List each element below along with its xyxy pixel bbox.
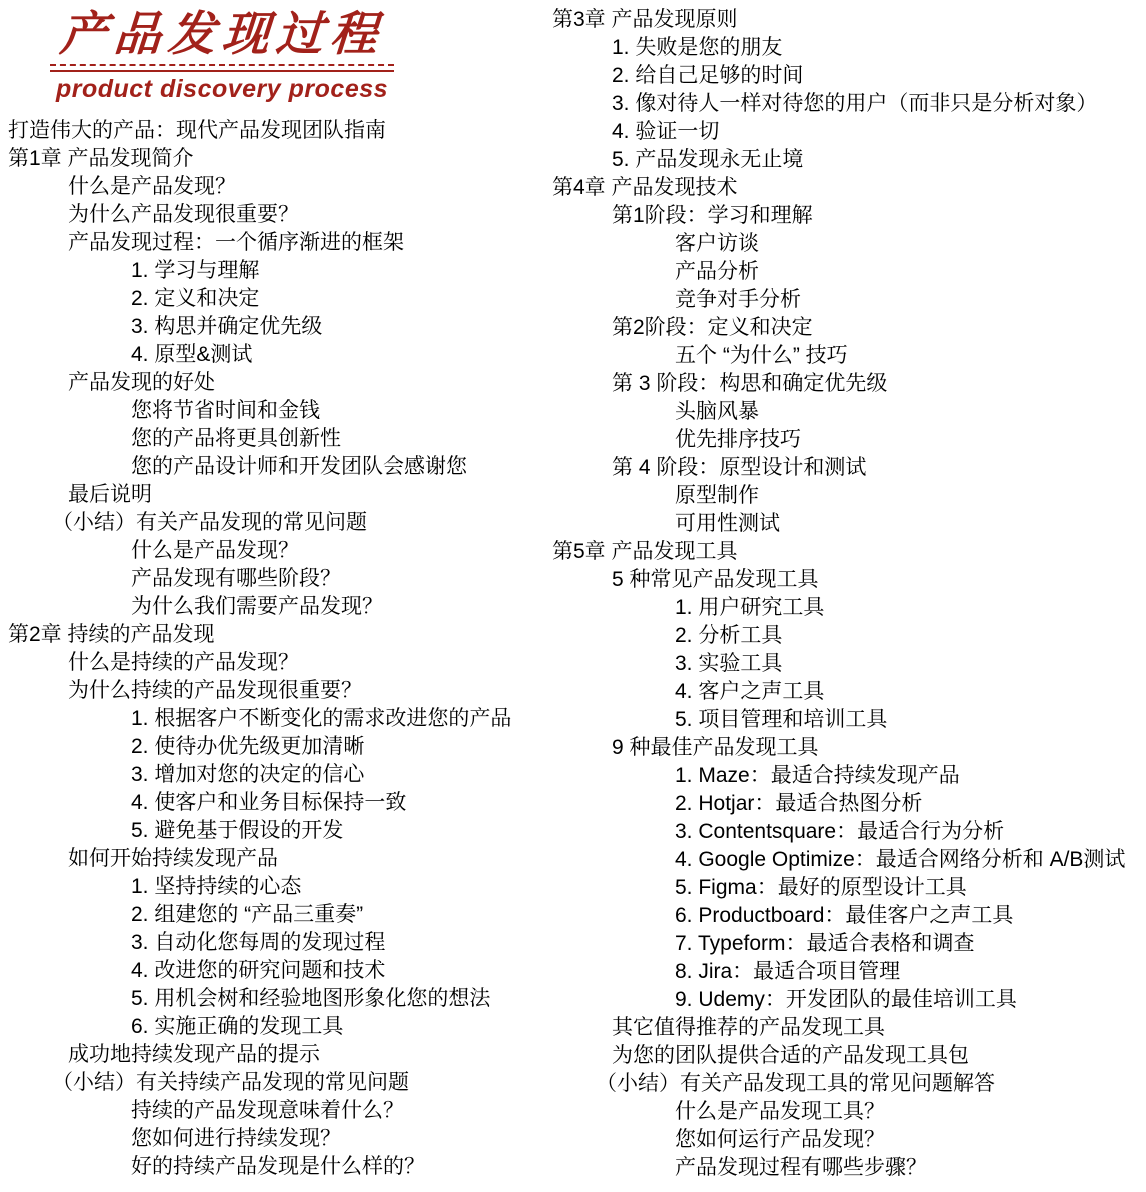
toc-line-left-1: 打造伟大的产品：现代产品发现团队指南 <box>8 119 386 142</box>
toc-line-right-9: 客户访谈 <box>675 232 759 255</box>
toc-line-left-18: 为什么我们需要产品发现？ <box>131 595 383 618</box>
toc-line-left-37: 您如何进行持续发现？ <box>131 1127 341 1150</box>
toc-line-right-2: 1. 失败是您的朋友 <box>612 36 783 59</box>
toc-line-left-20: 什么是持续的产品发现？ <box>68 651 299 674</box>
toc-line-left-31: 4. 改进您的研究问题和技术 <box>131 959 386 982</box>
title-underline <box>50 64 394 72</box>
toc-line-right-23: 2. 分析工具 <box>675 624 783 647</box>
toc-line-right-16: 优先排序技巧 <box>675 428 801 451</box>
toc-line-left-22: 1. 根据客户不断变化的需求改进您的产品 <box>131 707 512 730</box>
page-title: 产品发现过程 <box>58 9 386 61</box>
toc-line-left-15: （小结）有关产品发现的常见问题 <box>52 511 367 534</box>
toc-line-left-33: 6. 实施正确的发现工具 <box>131 1015 344 1038</box>
toc-line-right-8: 第1阶段：学习和理解 <box>612 204 813 227</box>
toc-line-right-38: 为您的团队提供合适的产品发现工具包 <box>612 1044 969 1067</box>
toc-line-left-5: 产品发现过程：一个循序渐进的框架 <box>68 231 404 254</box>
toc-line-right-21: 5 种常见产品发现工具 <box>612 568 819 591</box>
toc-list-right <box>552 6 1144 1182</box>
toc-line-left-6: 1. 学习与理解 <box>131 259 260 282</box>
toc-line-right-28: 1. Maze：最适合持续发现产品 <box>675 764 960 787</box>
toc-line-left-29: 2. 组建您的 “产品三重奏” <box>131 903 364 926</box>
toc-line-left-21: 为什么持续的产品发现很重要？ <box>68 679 362 702</box>
page-subtitle: product discovery process <box>55 75 389 103</box>
toc-line-right-18: 原型制作 <box>675 484 759 507</box>
toc-list-left <box>8 117 548 1181</box>
toc-line-left-38: 好的持续产品发现是什么样的？ <box>131 1155 425 1178</box>
toc-line-right-41: 您如何运行产品发现？ <box>675 1128 885 1151</box>
toc-line-left-23: 2. 使待办优先级更加清晰 <box>131 735 365 758</box>
toc-line-right-13: 五个 “为什么” 技巧 <box>675 344 848 367</box>
toc-line-left-25: 4. 使客户和业务目标保持一致 <box>131 791 407 814</box>
toc-line-left-12: 您的产品将更具创新性 <box>131 427 341 450</box>
toc-line-left-35: （小结）有关持续产品发现的常见问题 <box>52 1071 409 1094</box>
toc-line-right-24: 3. 实验工具 <box>675 652 783 675</box>
toc-line-left-8: 3. 构思并确定优先级 <box>131 315 323 338</box>
toc-line-right-17: 第 4 阶段：原型设计和测试 <box>612 456 867 479</box>
toc-line-left-34: 成功地持续发现产品的提示 <box>68 1043 320 1066</box>
toc-line-right-30: 3. Contentsquare：最适合行为分析 <box>675 820 1005 843</box>
toc-line-right-37: 其它值得推荐的产品发现工具 <box>612 1016 885 1039</box>
toc-column-right <box>548 0 1144 1192</box>
toc-line-left-24: 3. 增加对您的决定的信心 <box>131 763 365 786</box>
toc-line-left-10: 产品发现的好处 <box>68 371 215 394</box>
toc-line-left-11: 您将节省时间和金钱 <box>131 399 320 422</box>
toc-line-right-7: 第4章 产品发现技术 <box>552 176 738 199</box>
toc-line-right-5: 4. 验证一切 <box>612 120 720 143</box>
toc-line-right-42: 产品发现过程有哪些步骤？ <box>675 1156 927 1179</box>
toc-line-right-26: 5. 项目管理和培训工具 <box>675 708 888 731</box>
toc-line-right-40: 什么是产品发现工具？ <box>675 1100 885 1123</box>
toc-line-right-25: 4. 客户之声工具 <box>675 680 825 703</box>
toc-line-left-19: 第2章 持续的产品发现 <box>8 623 215 646</box>
toc-line-right-34: 7. Typeform：最适合表格和调查 <box>675 932 975 955</box>
toc-line-left-3: 什么是产品发现？ <box>68 175 236 198</box>
toc-line-left-36: 持续的产品发现意味着什么？ <box>131 1099 404 1122</box>
toc-line-right-6: 5. 产品发现永无止境 <box>612 148 804 171</box>
toc-line-left-7: 2. 定义和决定 <box>131 287 260 310</box>
toc-line-right-33: 6. Productboard：最佳客户之声工具 <box>675 904 1014 927</box>
toc-column-left <box>0 0 548 1192</box>
toc-line-left-9: 4. 原型&测试 <box>131 343 253 366</box>
toc-line-right-12: 第2阶段：定义和决定 <box>612 316 813 339</box>
toc-line-left-30: 3. 自动化您每周的发现过程 <box>131 931 386 954</box>
toc-line-left-14: 最后说明 <box>68 483 152 506</box>
toc-line-right-35: 8. Jira：最适合项目管理 <box>675 960 901 983</box>
toc-line-right-15: 头脑风暴 <box>675 400 759 423</box>
toc-line-right-1: 第3章 产品发现原则 <box>552 8 738 31</box>
toc-line-right-22: 1. 用户研究工具 <box>675 596 825 619</box>
toc-line-left-2: 第1章 产品发现简介 <box>8 147 194 170</box>
toc-line-right-39: （小结）有关产品发现工具的常见问题解答 <box>596 1072 995 1095</box>
toc-line-left-13: 您的产品设计师和开发团队会感谢您 <box>131 455 467 478</box>
toc-line-left-28: 1. 坚持持续的心态 <box>131 875 302 898</box>
toc-line-right-36: 9. Udemy：开发团队的最佳培训工具 <box>675 988 1017 1011</box>
toc-line-right-10: 产品分析 <box>675 260 759 283</box>
toc-line-right-27: 9 种最佳产品发现工具 <box>612 736 819 759</box>
toc-line-right-3: 2. 给自己足够的时间 <box>612 64 804 87</box>
toc-line-right-20: 第5章 产品发现工具 <box>552 540 738 563</box>
toc-line-left-4: 为什么产品发现很重要？ <box>68 203 299 226</box>
toc-line-left-17: 产品发现有哪些阶段？ <box>131 567 341 590</box>
toc-line-right-31: 4. Google Optimize：最适合网络分析和 A/B测试 <box>675 848 1126 871</box>
toc-line-right-11: 竞争对手分析 <box>675 288 801 311</box>
toc-line-left-26: 5. 避免基于假设的开发 <box>131 819 344 842</box>
toc-line-left-16: 什么是产品发现？ <box>131 539 299 562</box>
toc-line-left-32: 5. 用机会树和经验地图形象化您的想法 <box>131 987 491 1010</box>
toc-line-right-4: 3. 像对待人一样对待您的用户（而非只是分析对象） <box>612 92 1098 115</box>
toc-line-right-29: 2. Hotjar：最适合热图分析 <box>675 792 923 815</box>
toc-line-left-27: 如何开始持续发现产品 <box>68 847 278 870</box>
toc-line-right-19: 可用性测试 <box>675 512 780 535</box>
toc-line-right-14: 第 3 阶段：构思和确定优先级 <box>612 372 888 395</box>
toc-line-right-32: 5. Figma：最好的原型设计工具 <box>675 876 967 899</box>
title-block <box>46 8 398 103</box>
